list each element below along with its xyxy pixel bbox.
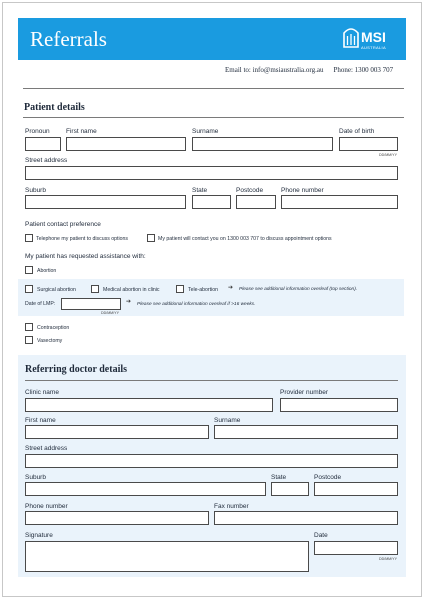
- phone-label: Phone number: [281, 187, 324, 194]
- doctor-surname-label: Surname: [214, 417, 241, 424]
- doctor-surname-field[interactable]: [214, 425, 398, 439]
- doctor-phone-field[interactable]: [25, 511, 209, 525]
- doctor-phone-label: Phone number: [25, 503, 68, 510]
- logo-building-icon: [342, 27, 360, 49]
- page-title: Referrals: [30, 27, 107, 51]
- postcode-field[interactable]: [236, 195, 276, 209]
- provider-field[interactable]: [280, 398, 398, 412]
- lmp-label: Date of LMP:: [25, 301, 56, 307]
- dob-hint: DD/MM/YY: [379, 153, 397, 157]
- pref-telephone-checkbox[interactable]: [25, 234, 33, 242]
- surname-field[interactable]: [192, 137, 333, 151]
- signature-label: Signature: [25, 532, 53, 539]
- doctor-section-title: Referring doctor details: [25, 364, 128, 375]
- abortion-label: Abortion: [37, 268, 57, 274]
- clinic-field[interactable]: [25, 398, 273, 412]
- contact-line: [225, 66, 403, 74]
- postcode-label: Postcode: [236, 187, 264, 194]
- contraception-label: Contraception: [37, 325, 70, 331]
- doctor-state-label: State: [271, 474, 287, 481]
- lmp-hint: DD/MM/YY: [101, 311, 119, 315]
- doctor-postcode-field[interactable]: [314, 482, 398, 496]
- pref-telephone-label: Telephone my patient to discuss options: [36, 236, 128, 242]
- divider-top: [23, 88, 404, 89]
- patient-section-title: Patient details: [24, 102, 85, 113]
- doctor-fax-field[interactable]: [214, 511, 398, 525]
- msi-logo: [342, 27, 392, 53]
- doctor-state-field[interactable]: [271, 482, 309, 496]
- contraception-checkbox[interactable]: [25, 323, 33, 331]
- contact-phone: Phone: 1300 003 707: [333, 66, 394, 74]
- date-field[interactable]: [314, 541, 398, 555]
- street-field[interactable]: [25, 166, 398, 180]
- doctor-suburb-field[interactable]: [25, 482, 266, 496]
- doctor-first-name-field[interactable]: [25, 425, 209, 439]
- phone-field[interactable]: [281, 195, 398, 209]
- suburb-field[interactable]: [25, 195, 186, 209]
- signature-field[interactable]: [25, 541, 309, 572]
- logo-text: MSI: [361, 29, 386, 45]
- dob-label: Date of birth: [339, 128, 375, 135]
- first-name-field[interactable]: [66, 137, 186, 151]
- doctor-street-field[interactable]: [25, 454, 398, 468]
- doctor-street-label: Street address: [25, 445, 68, 452]
- pronoun-field[interactable]: [25, 137, 61, 151]
- doctor-suburb-label: Suburb: [25, 474, 46, 481]
- assistance-title: My patient has requested assistance with:: [25, 253, 146, 260]
- doctor-postcode-label: Postcode: [314, 474, 342, 481]
- date-hint: DD/MM/YY: [379, 557, 397, 561]
- lmp-note: Please see additional information overleaf if >16 weeks.: [137, 302, 256, 307]
- vasectomy-checkbox[interactable]: [25, 336, 33, 344]
- contact-pref-title: Patient contact preference: [25, 221, 101, 228]
- contact-email[interactable]: Email to: info@msiaustralia.org.au: [225, 66, 324, 74]
- logo-subtext: AUSTRALIA: [361, 45, 386, 50]
- doctor-fax-label: Fax number: [214, 503, 249, 510]
- vasectomy-label: Vasectomy: [37, 338, 63, 344]
- surname-label: Surname: [192, 128, 219, 135]
- clinic-label: Clinic name: [25, 389, 59, 396]
- pronoun-label: Pronoun: [25, 128, 50, 135]
- divider-patient: [23, 117, 404, 118]
- header-band: [18, 18, 406, 60]
- surgical-checkbox[interactable]: [25, 285, 33, 293]
- lmp-arrow-icon: ➔: [126, 299, 132, 305]
- dob-field[interactable]: [339, 137, 398, 151]
- pref-self-contact-label: My patient will contact you on 1300 003 707 to discuss appointment options: [158, 236, 332, 242]
- provider-label: Provider number: [280, 389, 329, 396]
- first-name-label: First name: [66, 128, 97, 135]
- medical-checkbox[interactable]: [91, 285, 99, 293]
- tele-arrow-icon: ➔: [228, 285, 234, 291]
- doctor-first-name-label: First name: [25, 417, 56, 424]
- state-label: State: [192, 187, 208, 194]
- state-field[interactable]: [192, 195, 231, 209]
- divider-doctor: [25, 380, 398, 381]
- tele-note: Please see additional information overleaf (top section).: [239, 287, 358, 292]
- street-label: Street address: [25, 157, 68, 164]
- date-label: Date: [314, 532, 328, 539]
- tele-label: Tele-abortion: [188, 287, 218, 293]
- pref-self-contact-checkbox[interactable]: [147, 234, 155, 242]
- surgical-label: Surgical abortion: [37, 287, 76, 293]
- suburb-label: Suburb: [25, 187, 46, 194]
- medical-label: Medical abortion in clinic: [103, 287, 160, 293]
- lmp-field[interactable]: [61, 298, 121, 310]
- abortion-checkbox[interactable]: [25, 266, 33, 274]
- tele-checkbox[interactable]: [176, 285, 184, 293]
